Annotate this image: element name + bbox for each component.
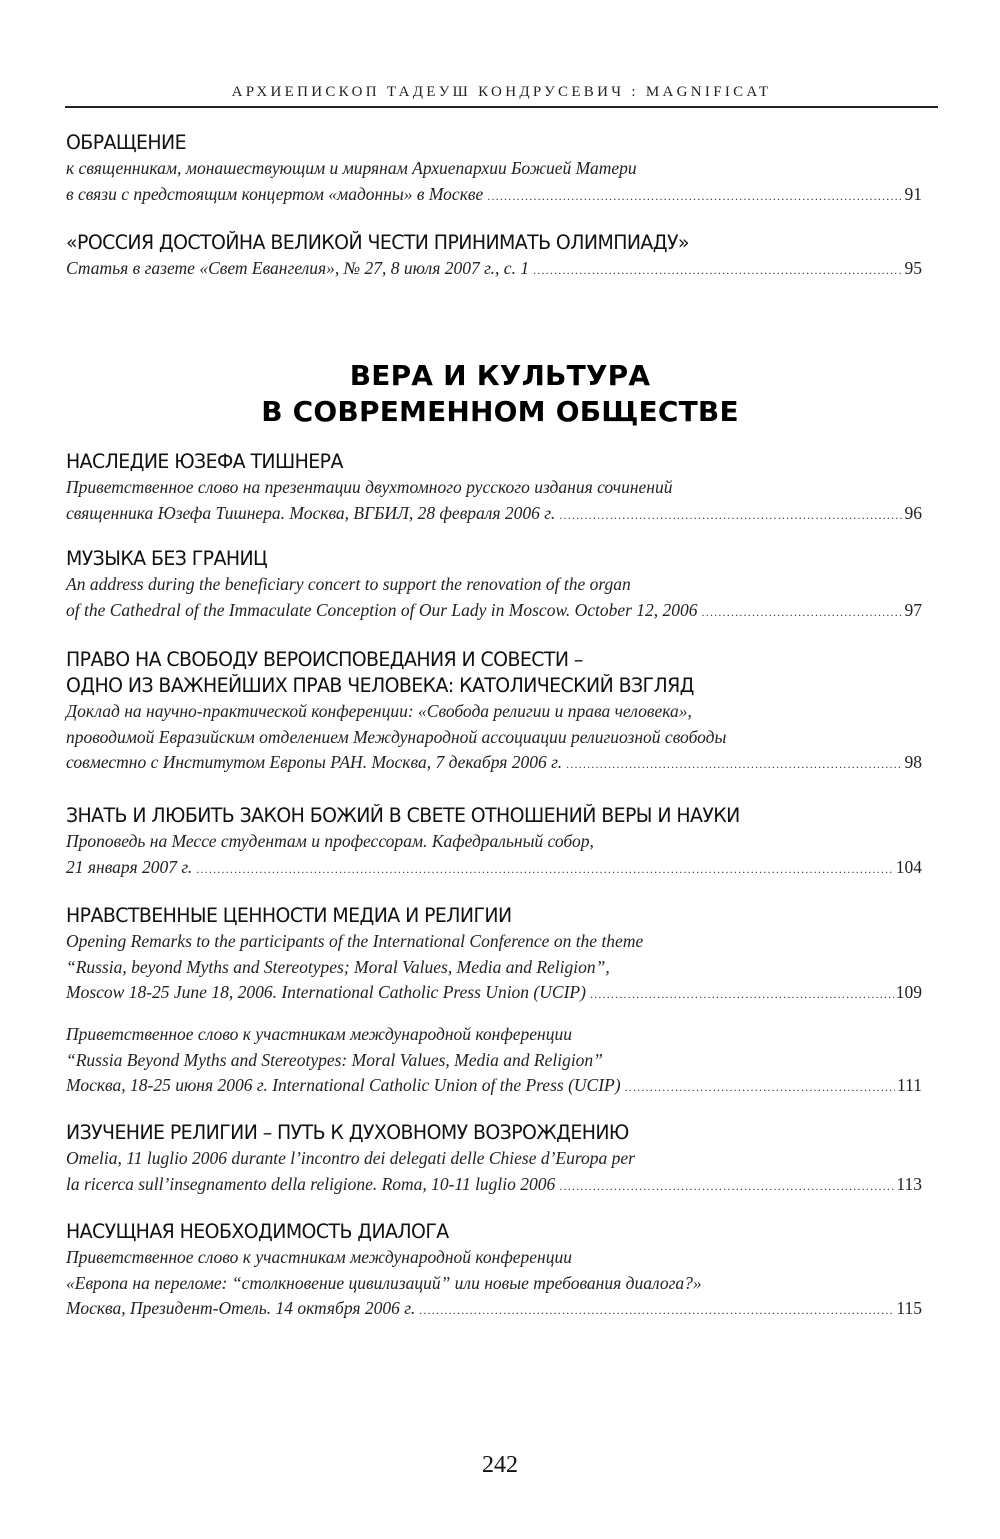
toc-entry-title-line-2: ОДНО ИЗ ВАЖНЕЙШИХ ПРАВ ЧЕЛОВЕКА: КАТОЛИЧЕСКИЙ ВЗГЛЯД (66, 674, 694, 697)
dot-leader (590, 982, 894, 1008)
toc-entry (66, 449, 922, 528)
dot-leader (419, 1298, 894, 1324)
toc-entry-title: «РОССИЯ ДОСТОЙНА ВЕЛИКОЙ ЧЕСТИ ПРИНИМАТЬ ОЛИМПИАДУ» (66, 231, 689, 254)
toc-entry-leader (66, 1296, 922, 1324)
toc-entry-leader (66, 980, 922, 1008)
toc-entry-desc: Omelia, 11 luglio 2006 durante l’incontro dei delegati delle Chiese d’Europa per (66, 1148, 635, 1168)
toc-entry-desc: An address during the beneficiary concert to support the renovation of the organ (66, 574, 631, 594)
toc-entry (66, 1219, 922, 1324)
toc-entry-desc: Доклад на научно-практической конференции: «Свобода религии и права человека», (66, 701, 692, 721)
toc-entry-title: МУЗЫКА БЕЗ ГРАНИЦ (66, 547, 268, 570)
dot-leader (533, 258, 902, 284)
page-number: 98 (904, 752, 922, 772)
toc-entry (66, 230, 922, 284)
running-head: АРХИЕПИСКОП ТАДЕУШ КОНДРУСЕВИЧ : MAGNIFICAT (231, 84, 772, 100)
toc-entry-title: ОБРАЩЕНИЕ (66, 131, 186, 154)
toc-entry-desc: Moscow 18-25 June 18, 2006. International Catholic Press Union (UCIP) (66, 982, 586, 1002)
toc-entry-desc: Приветственное слово к участникам международной конференции (66, 1247, 572, 1267)
section-title-line-1: ВЕРА И КУЛЬТУРА (349, 359, 651, 392)
toc-entry (66, 647, 922, 778)
toc-entry (66, 1022, 922, 1101)
dot-leader (487, 184, 902, 210)
toc-entry-desc: священника Юзефа Тишнера. Москва, ВГБИЛ, 28 февраля 2006 г. (66, 502, 556, 523)
toc-entry-desc: Приветственное слово к участникам международной конференции (66, 1024, 572, 1044)
toc-entry-title: НАСЛЕДИЕ ЮЗЕФА ТИШНЕРА (66, 450, 343, 473)
toc-entry-title: ПРАВО НА СВОБОДУ ВЕРОИСПОВЕДАНИЯ И СОВЕСТИ – (66, 648, 583, 671)
dot-leader (702, 600, 903, 626)
toc-entry-leader (66, 1073, 922, 1101)
toc-entry (66, 803, 922, 882)
dot-leader (559, 503, 902, 529)
section-title-line-2: В СОВРЕМЕННОМ ОБЩЕСТВЕ (261, 395, 739, 428)
toc-entry-desc: Проповедь на Мессе студентам и профессорам. Кафедральный собор, (66, 831, 594, 851)
toc-entry-leader (66, 750, 922, 778)
dot-leader (559, 1174, 894, 1200)
page-number: 97 (904, 599, 922, 620)
toc-entry-desc: проводимой Евразийским отделением Международной ассоциации религиозной свободы (66, 726, 727, 747)
page-number: 95 (904, 258, 922, 278)
toc-entry (66, 1120, 922, 1199)
toc-entry-desc: к священникам, монашествующим и мирянам Архиепархии Божией Матери (66, 158, 637, 178)
page-number: 104 (895, 856, 922, 877)
page-number: 111 (897, 1075, 922, 1095)
toc-entry-desc: в связи с предстоящим концертом «мадонны» в Москве (66, 183, 484, 204)
toc-entry-title: НАСУЩНАЯ НЕОБХОДИМОСТЬ ДИАЛОГА (66, 1220, 449, 1243)
toc-entry (66, 903, 922, 1008)
dot-leader (625, 1075, 895, 1101)
toc-entry-desc: Статья в газете «Свет Евангелия», № 27, 8 июля 2007 г., с. 1 (66, 258, 530, 278)
toc-entry-title: ЗНАТЬ И ЛЮБИТЬ ЗАКОН БОЖИЙ В СВЕТЕ ОТНОШЕНИЙ ВЕРЫ И НАУКИ (66, 804, 740, 827)
toc-entry-title: НРАВСТВЕННЫЕ ЦЕННОСТИ МЕДИА И РЕЛИГИИ (66, 904, 512, 927)
toc-entry-leader (66, 855, 922, 883)
page-number: 109 (895, 982, 922, 1002)
toc-entry (66, 130, 922, 209)
toc-entry-desc: la ricerca sull’insegnamento della religione. Roma, 10-11 luglio 2006 (66, 1173, 556, 1194)
toc-entry (66, 546, 922, 625)
page-number: 113 (896, 1173, 922, 1194)
toc-entry-leader (66, 182, 922, 210)
page-number: 115 (896, 1298, 922, 1318)
toc-entry-desc: Приветственное слово на презентации двухтомного русского издания сочинений (66, 477, 673, 497)
toc-entry-leader (66, 598, 922, 626)
toc-entry-leader (66, 1172, 922, 1200)
toc-entry-desc: 21 января 2007 г. (66, 856, 193, 877)
toc-entry-title: ИЗУЧЕНИЕ РЕЛИГИИ – ПУТЬ К ДУХОВНОМУ ВОЗРОЖДЕНИЮ (66, 1121, 629, 1144)
toc-entry-desc: совместно с Институтом Европы РАН. Москва, 7 декабря 2006 г. (66, 752, 563, 772)
toc-entry-desc: of the Cathedral of the Immaculate Conception of Our Lady in Moscow. October 12, 2006 (66, 599, 698, 620)
toc-entry-leader (66, 501, 922, 529)
page-number: 91 (904, 183, 922, 204)
toc-entry-desc: «Европа на переломе: “столкновение цивилизаций” или новые требования диалога?» (66, 1272, 702, 1293)
dot-leader (566, 752, 902, 778)
toc-entry-leader (66, 256, 922, 284)
page-folio: 242 (482, 1452, 518, 1478)
dot-leader (196, 857, 893, 883)
toc-entry-desc: “Russia, beyond Myths and Stereotypes; Moral Values, Media and Religion”, (66, 956, 610, 977)
header-rule (65, 106, 938, 108)
page-number: 96 (904, 502, 922, 523)
toc-entry-desc: Москва, 18-25 июня 2006 г. International Catholic Union of the Press (UCIP) (66, 1075, 621, 1095)
toc-entry-desc: Москва, Президент-Отель. 14 октября 2006 г. (66, 1298, 416, 1318)
toc-entry-desc: Opening Remarks to the participants of the International Conference on the theme (66, 931, 644, 951)
toc-entry-desc: “Russia Beyond Myths and Stereotypes: Moral Values, Media and Religion” (66, 1049, 603, 1070)
